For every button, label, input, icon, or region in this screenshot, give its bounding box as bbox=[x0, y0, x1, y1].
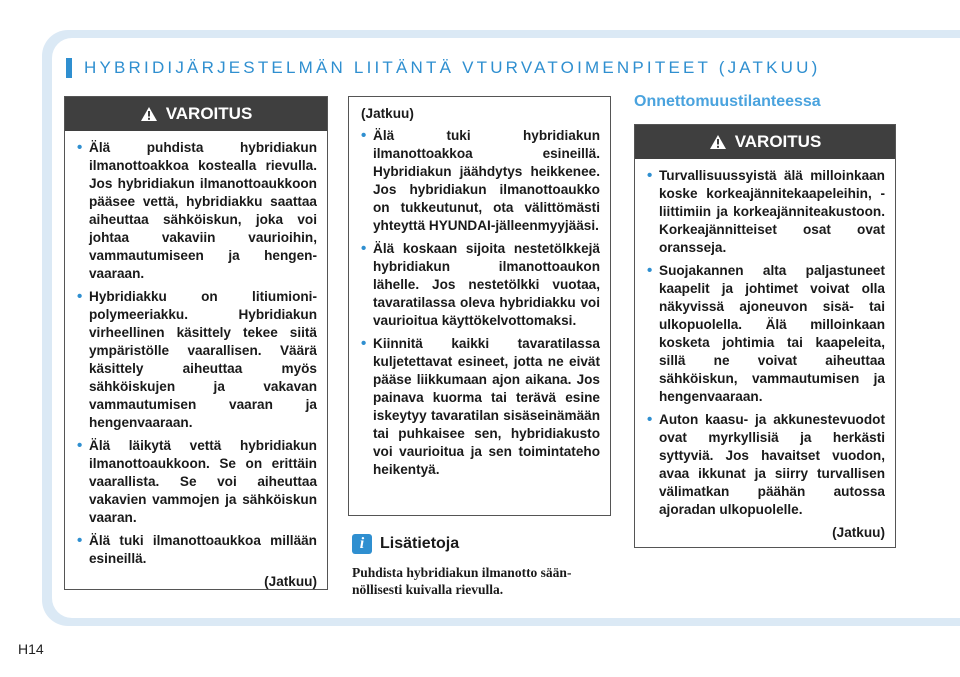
list-item: • Älä läikytä vettä hybridiakun ilmanottoaukkoon. Se on erittäin vaarallista. Se voi aiheuttaa vakavien vammojen ja sähköiskun vaaran. bbox=[77, 437, 317, 527]
info-title: Lisätietoja bbox=[380, 535, 460, 552]
list-item: • Turvallisuussyistä älä milloinkaan koske korkeajännitekaapeleihin, -liittimiin ja korkeajänniteakustoon. Korkeajännitteiset osat ovat oransseja. bbox=[647, 167, 885, 257]
page-header bbox=[66, 58, 821, 78]
warning-body bbox=[349, 97, 610, 492]
warning-body bbox=[65, 131, 327, 599]
continued-label: (Jatkuu) bbox=[264, 574, 317, 589]
list-item: • Älä puhdista hybridiakun ilmanottoakkoa kostealla rievulla. Jos hybridiakun ilmanottoaukkoon pääsee vettä, hybridiakku saattaa aiheuttaa sähköiskun, joka voi johtaa vakaviin vaurioihin, vammautumiseen ja hengenvaaraan. bbox=[77, 139, 317, 283]
warning-header bbox=[635, 125, 895, 159]
header-accent-bar bbox=[66, 58, 72, 78]
warning-body bbox=[635, 159, 895, 550]
warning-label: VAROITUS bbox=[165, 104, 253, 123]
warning-label: VAROITUS bbox=[734, 132, 822, 151]
page-number: H14 bbox=[18, 641, 44, 657]
continued-label-top: (Jatkuu) bbox=[361, 106, 414, 121]
list-item: • Auton kaasu- ja akkunestevuodot ovat myrkyllisiä ja herkästi syttyviä. Jos havaitset vuodon, avaa ikkunat ja siirry turvallisen välimatkan päähän autossa ajoradan ulkopuolelle. bbox=[647, 411, 885, 519]
list-item: • Älä koskaan sijoita nestetölkkejä hybridiakun ilmanottoaukon lähelle. Jos nestetölkki vuotaa, tavaratilassa oleva hybridiakku voi vaurioitua käyttökelvottomaksi. bbox=[361, 240, 600, 330]
list-item: • Kiinnitä kaikki tavaratilassa kuljetettavat esineet, jotta ne eivät pääse liikkumaan ajon aikana. Jos painava kuorma tai terävä esine iskeytyy tavaratilan sisäseinämään tai puhkaisee sen, hybridiakusto voi vaurioitua ja sen toimintateho heikentyä. bbox=[361, 335, 600, 479]
warning-header bbox=[65, 97, 327, 131]
list-item: • Suojakannen alta paljastuneet kaapelit ja johtimet voivat olla näkyvissä ajoneuvon sisä- tai ulkopuolella. Älä milloinkaan kosketa johtimia tai kaapeleita, sillä ne voivat aiheuttaa sähköiskun, vammautumisen ja hengenvaaraan. bbox=[647, 262, 885, 406]
warning-box-2 bbox=[348, 96, 611, 516]
warning-box-3 bbox=[634, 124, 896, 548]
info-icon: i bbox=[352, 534, 372, 554]
list-item: • Älä tuki hybridiakun ilmanottoakkoa esineillä. Hybridiakun jäähdytys heikkenee. Jos hybridiakun ilmanottoaukko on tukkeutunut, ota välittömästi yhteyttä HYUNDAI-jälleenmyyjääsi. bbox=[361, 127, 600, 235]
warning-triangle-icon bbox=[140, 106, 158, 122]
section-title: Onnettomuustilanteessa bbox=[634, 93, 821, 110]
info-text: Puhdista hybridiakun ilmanotto säännöllisesti kuivalla rievulla. bbox=[352, 565, 572, 597]
warning-triangle-icon bbox=[709, 134, 727, 150]
continued-label: (Jatkuu) bbox=[832, 525, 885, 540]
header-title: HYBRIDIJÄRJESTELMÄN LIITÄNTÄ VTURVATOIMENPITEET (JATKUU) bbox=[84, 58, 821, 77]
list-item: • Älä tuki ilmanottoaukkoa millään esineillä. bbox=[77, 532, 317, 568]
warning-box-1 bbox=[64, 96, 328, 590]
info-heading bbox=[352, 534, 459, 554]
list-item: • Hybridiakku on litiumionipolymeeriakku. Hybridiakun virheellinen käsittely tekee siitä ympäristölle vaarallisen. Väärä käsittely aiheuttaa myös sähköiskujen ja vakavan vammautumisen vaaran ja hengenvaaraan. bbox=[77, 288, 317, 432]
